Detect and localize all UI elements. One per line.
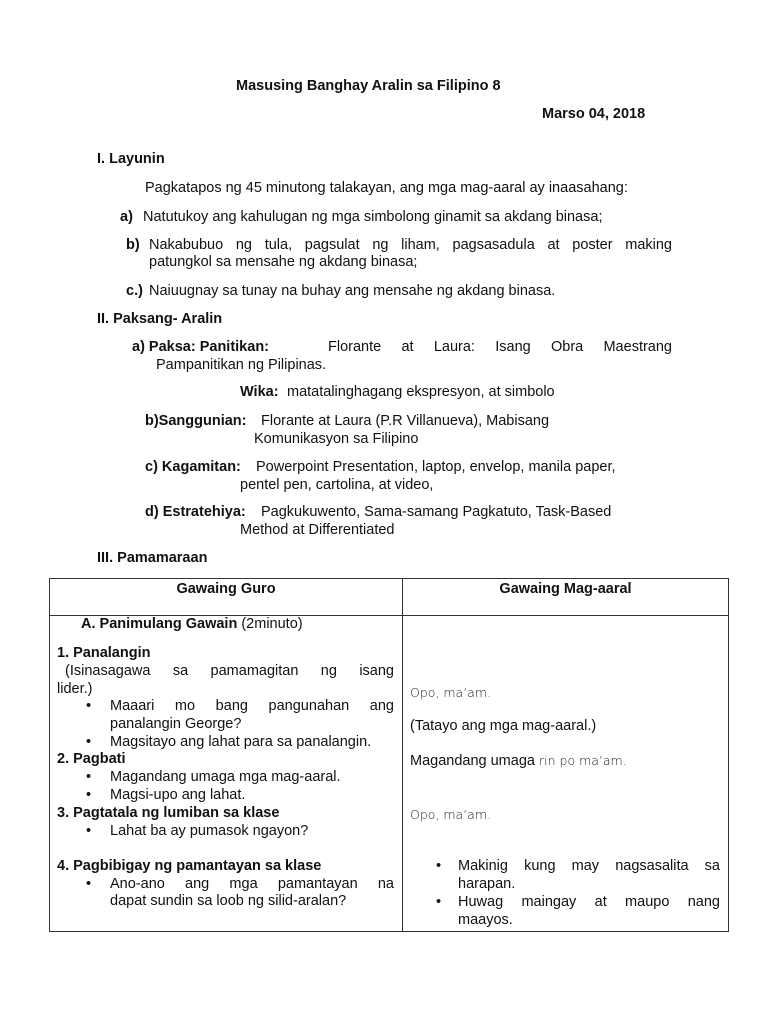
pamantayan-bullet-1b: dapat sundin sa loob ng silid-aralan?	[110, 893, 347, 909]
section-heading-layunin: I. Layunin	[97, 151, 165, 167]
panalangin-bullet-1a: Maaari mo bang pangunahan ang	[110, 698, 394, 714]
wika-label: Wika:	[240, 384, 279, 400]
pamantayan-response-1a: Makinig kung may nagsasalita sa	[458, 858, 720, 874]
pagtatala-title: 3. Pagtatala ng lumiban sa klase	[57, 805, 280, 821]
panalangin-bullet-1b: panalangin George?	[110, 716, 242, 732]
bullet-icon: •	[436, 894, 442, 910]
bullet-icon: •	[86, 698, 92, 714]
bullet-icon: •	[436, 858, 442, 874]
section-heading-pamamaraan: III. Pamamaraan	[97, 550, 208, 566]
response-3: Magandang umaga rin po ma’am.	[410, 753, 627, 769]
response-4: Opo, ma’am.	[410, 807, 491, 822]
column-header-mag-aaral: Gawaing Mag-aaral	[403, 579, 729, 616]
bullet-icon: •	[86, 876, 92, 892]
guro-cell	[50, 616, 403, 932]
section-heading-paksang-aralin: II. Paksang- Aralin	[97, 311, 223, 327]
pagtatala-bullet-1: Lahat ba ay pumasok ngayon?	[110, 823, 309, 839]
layunin-b-label: b)	[126, 237, 140, 253]
layunin-b-text-2: patungkol sa mensahe ng akdang binasa;	[149, 254, 418, 270]
kagamitan-label: c) Kagamitan:	[145, 459, 241, 475]
paksa-text-2: Pampanitikan ng Pilipinas.	[156, 357, 327, 373]
kagamitan-text-1: Powerpoint Presentation, laptop, envelop, manila paper,	[256, 459, 616, 475]
paksa-label: a) Paksa: Panitikan:	[132, 339, 269, 355]
pagbati-bullet-2: Magsi-upo ang lahat.	[110, 787, 246, 803]
pamamaraan-table	[49, 578, 729, 932]
sanggunian-text-1: Florante at Laura (P.R Villanueva), Mabisang	[261, 413, 550, 429]
mag-aaral-cell	[403, 616, 729, 932]
document-date: Marso 04, 2018	[542, 106, 646, 122]
layunin-intro: Pagkatapos ng 45 minutong talakayan, ang mga mag-aaral ay inaasahang:	[145, 180, 628, 196]
pagbati-title: 2. Pagbati	[57, 751, 126, 767]
sanggunian-label: b)Sanggunian:	[145, 413, 247, 429]
panalangin-desc-1: (Isinasagawa sa pamamagitan ng isang	[65, 663, 394, 679]
layunin-c-text: Naiuugnay sa tunay na buhay ang mensahe ng akdang binasa.	[149, 283, 556, 299]
layunin-b-text-1: Nakabubuo ng tula, pagsulat ng liham, pagsasadula at poster making	[149, 237, 672, 253]
pamantayan-bullet-1a: Ano-ano ang mga pamantayan na	[110, 876, 394, 892]
response-1: Opo, ma’am.	[410, 685, 491, 700]
pamantayan-response-1b: harapan.	[458, 876, 516, 892]
section-a-title: A. Panimulang Gawain (2minuto)	[81, 616, 303, 632]
layunin-a-label: a)	[120, 209, 133, 225]
sanggunian-text-2: Komunikasyon sa Filipino	[254, 431, 419, 447]
estratehiya-label: d) Estratehiya:	[145, 504, 246, 520]
bullet-icon: •	[86, 823, 92, 839]
pagbati-bullet-1: Magandang umaga mga mag-aaral.	[110, 769, 341, 785]
layunin-c-label: c.)	[126, 283, 143, 299]
pamantayan-title: 4. Pagbibigay ng pamantayan sa klase	[57, 858, 322, 874]
paksa-text-1: Florante at Laura: Isang Obra Maestrang	[328, 339, 672, 355]
bullet-icon: •	[86, 734, 92, 750]
bullet-icon: •	[86, 787, 92, 803]
panalangin-bullet-2: Magsitayo ang lahat para sa panalangin.	[110, 734, 372, 750]
column-header-guro: Gawaing Guro	[50, 579, 403, 616]
estratehiya-text-2: Method at Differentiated	[240, 522, 395, 538]
pamantayan-response-2b: maayos.	[458, 912, 513, 928]
estratehiya-text-1: Pagkukuwento, Sama-samang Pagkatuto, Task-Based	[261, 504, 612, 520]
pamantayan-response-2a: Huwag maingay at maupo nang	[458, 894, 720, 910]
response-2: (Tatayo ang mga mag-aaral.)	[410, 718, 597, 734]
panalangin-title: 1. Panalangin	[57, 645, 151, 661]
bullet-icon: •	[86, 769, 92, 785]
layunin-a-text: Natutukoy ang kahulugan ng mga simbolong ginamit sa akdang binasa;	[143, 209, 603, 225]
panalangin-desc-2: lider.)	[57, 681, 93, 697]
wika-text: matatalinghagang ekspresyon, at simbolo	[287, 384, 555, 400]
document-title: Masusing Banghay Aralin sa Filipino 8	[236, 78, 501, 94]
kagamitan-text-2: pentel pen, cartolina, at video,	[240, 477, 434, 493]
